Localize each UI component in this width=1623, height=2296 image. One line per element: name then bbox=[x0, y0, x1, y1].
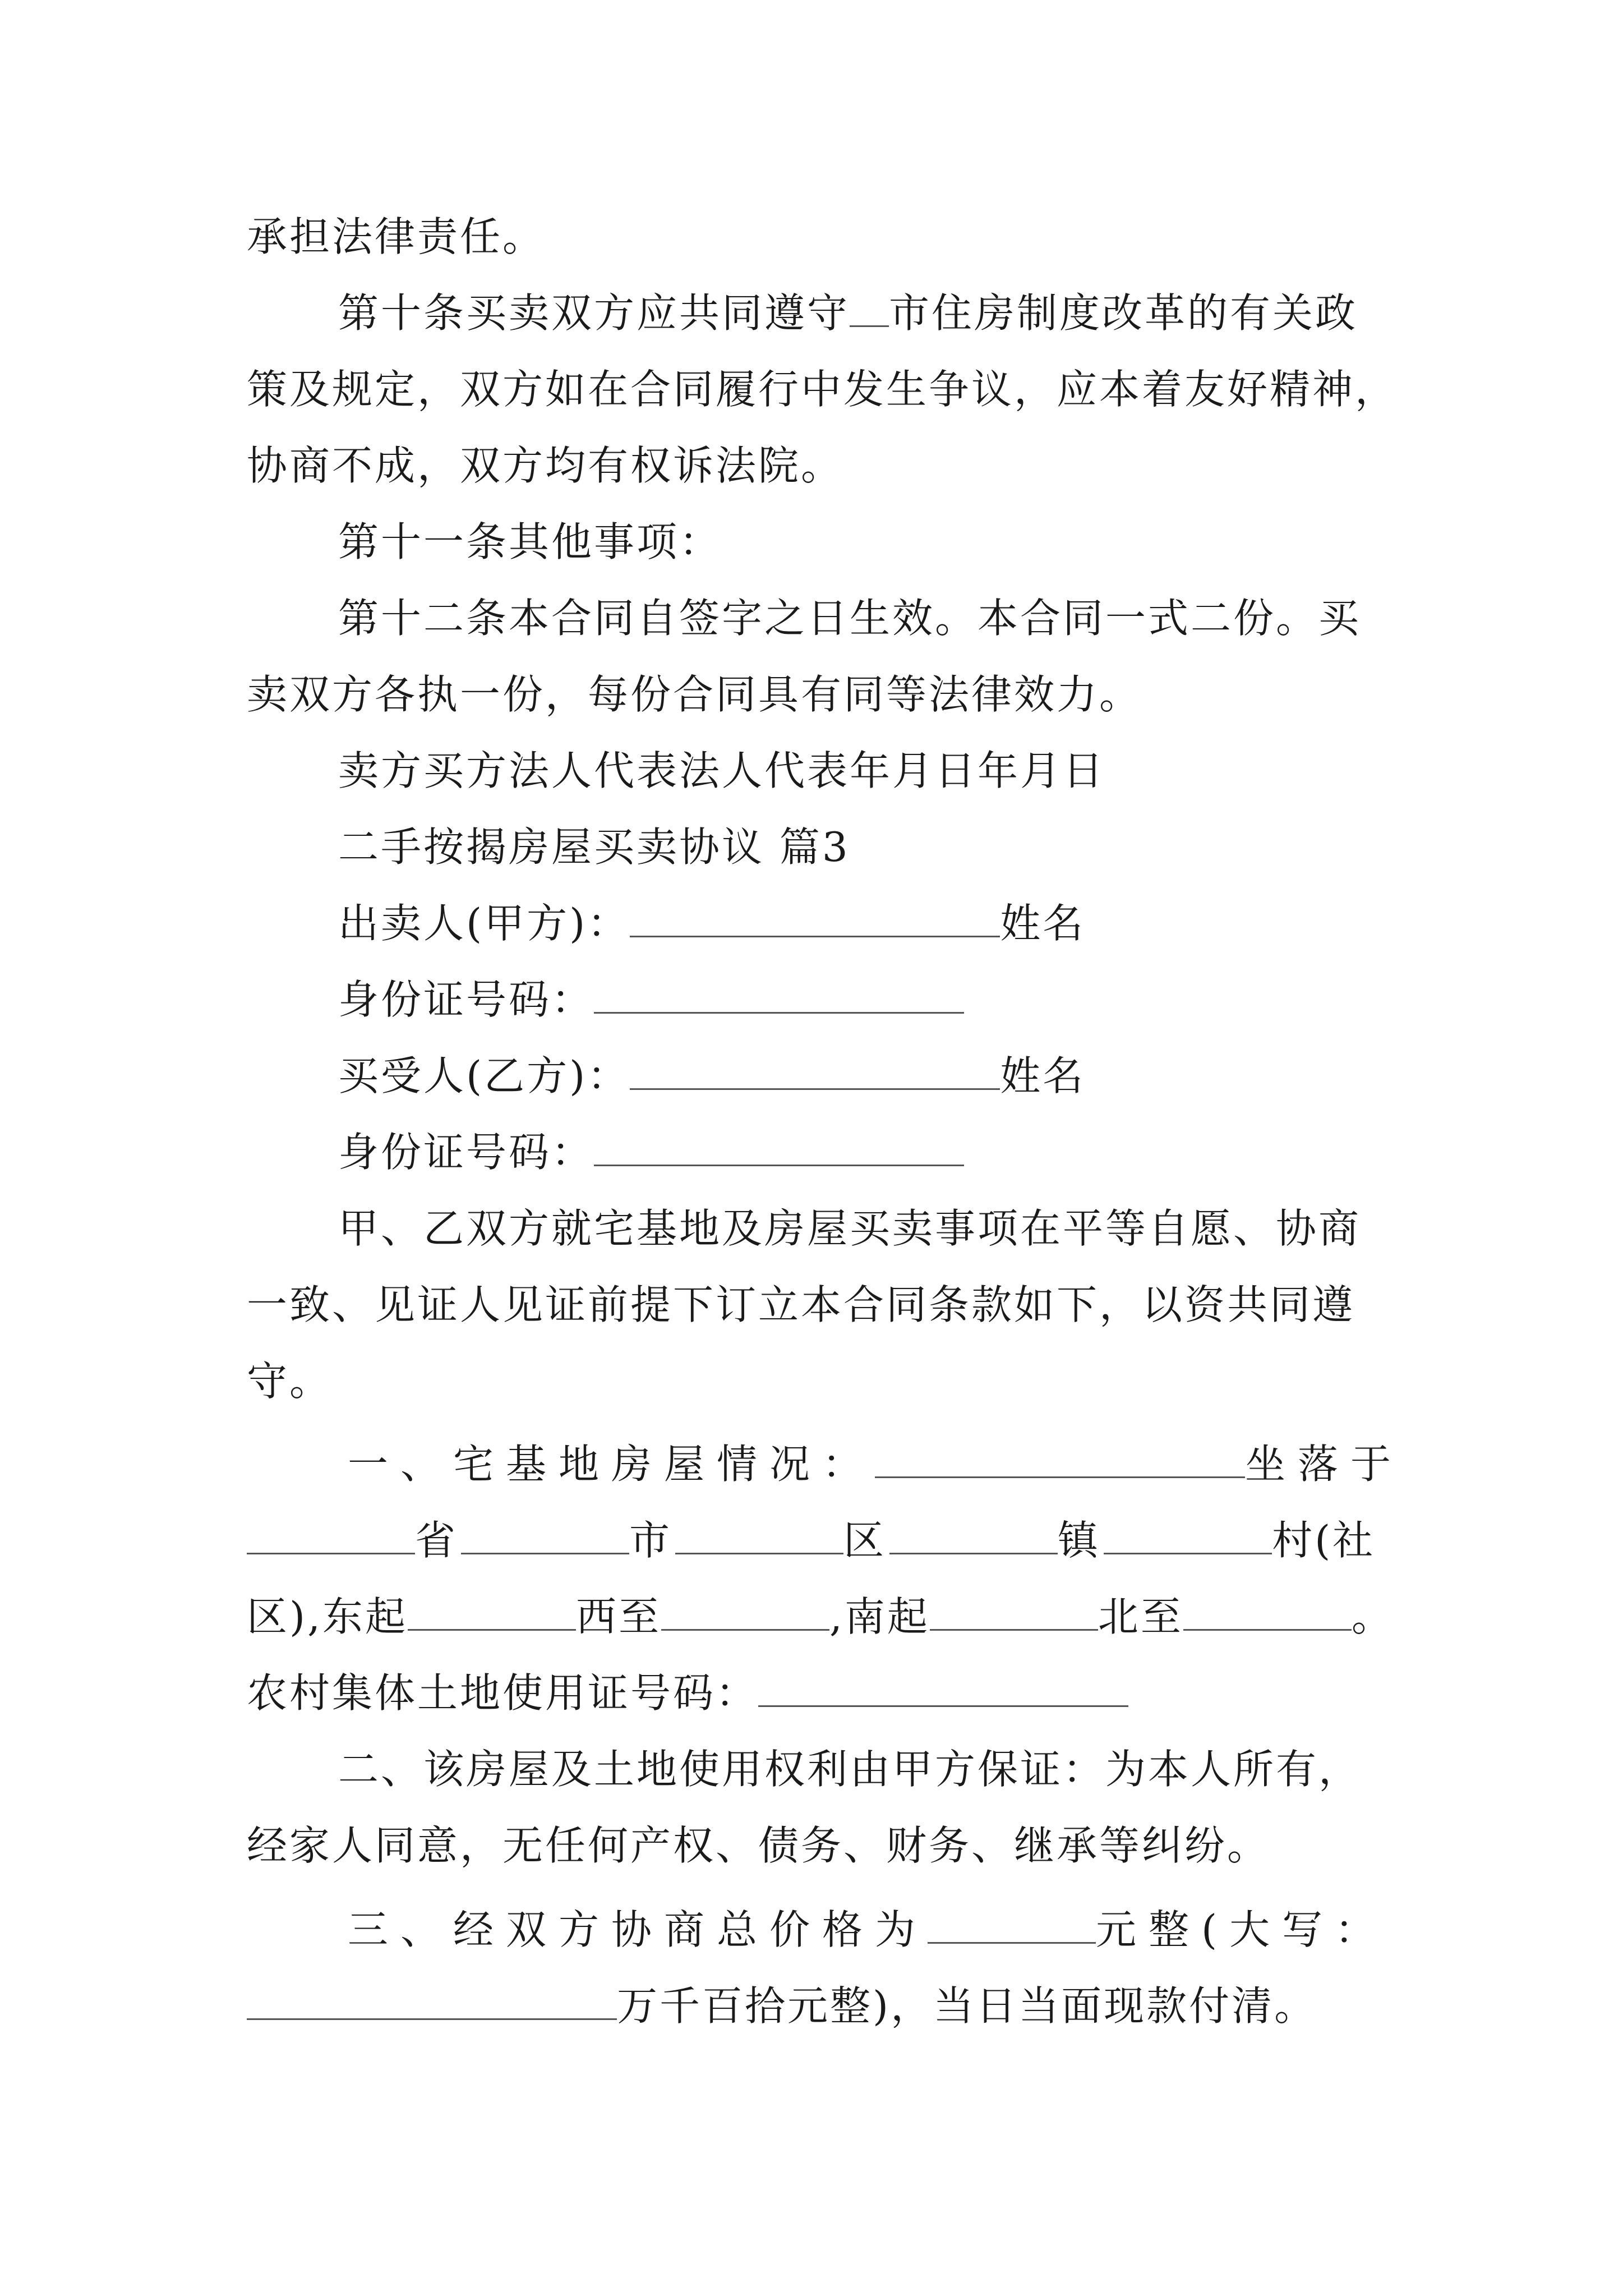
text: 卖方买方法人代表法人代表年月日年月日 bbox=[338, 747, 1106, 794]
text: 二、该房屋及土地使用权利由甲方保证：为本人所有， bbox=[338, 1746, 1362, 1793]
text: 北至 bbox=[1098, 1593, 1183, 1640]
blank-field bbox=[247, 1979, 617, 2020]
text: 第十二条本合同自签字之日生效。本合同一式二份。买 bbox=[338, 595, 1362, 642]
text: 区 bbox=[843, 1517, 887, 1564]
boundary-line bbox=[247, 1589, 1394, 1645]
text: 协商不成，双方均有权诉法院。 bbox=[247, 442, 844, 489]
blank-field bbox=[630, 896, 1000, 937]
text: 区),东起 bbox=[247, 1593, 408, 1640]
section-heading bbox=[338, 819, 850, 875]
text-line-4 bbox=[247, 438, 843, 494]
heading-text: 二手按揭房屋买卖协议 篇3 bbox=[338, 823, 850, 871]
blank-field bbox=[850, 286, 889, 327]
text: 甲、乙双方就宅基地及房屋买卖事项在平等自愿、协商 bbox=[338, 1205, 1362, 1252]
text-line-3 bbox=[247, 361, 1398, 417]
blank-field bbox=[675, 1513, 843, 1554]
label: 身份证号码： bbox=[338, 976, 594, 1023]
blank-field bbox=[461, 1513, 629, 1554]
blank-field bbox=[930, 1590, 1098, 1631]
blank-field bbox=[594, 1125, 964, 1166]
text: 三、经双方协商总价格为 bbox=[348, 1906, 928, 1953]
label: 姓名 bbox=[1000, 1052, 1086, 1099]
text: 一、宅基地房屋情况： bbox=[348, 1441, 875, 1488]
blank-field bbox=[875, 1437, 1245, 1478]
buyer-line bbox=[338, 1048, 1085, 1104]
label: 农村集体土地使用证号码： bbox=[247, 1669, 759, 1717]
text: 镇 bbox=[1058, 1517, 1101, 1564]
text: 村(社 bbox=[1272, 1517, 1376, 1564]
text-line-15 bbox=[247, 1277, 1355, 1333]
text: 第十条买卖双方应共同遵守 bbox=[338, 289, 850, 337]
land-cert-line bbox=[247, 1665, 1128, 1721]
text-line-16 bbox=[247, 1353, 332, 1409]
blank-field bbox=[408, 1590, 576, 1631]
text-line-22 bbox=[247, 1818, 1270, 1874]
text: 。 bbox=[1351, 1593, 1394, 1640]
text: 卖双方各执一份，每份合同具有同等法律效力。 bbox=[247, 671, 1142, 718]
clause-2 bbox=[338, 1741, 1361, 1797]
text: 市住房制度改革的有关政 bbox=[889, 289, 1358, 337]
text: 策及规定，双方如在合同履行中发生争议，应本着友好精神， bbox=[247, 366, 1398, 413]
label: 买受人(乙方)： bbox=[338, 1052, 630, 1099]
label: 姓名 bbox=[1000, 900, 1086, 947]
text: 第十一条其他事项： bbox=[338, 518, 722, 565]
blank-field bbox=[1183, 1590, 1352, 1631]
text: 万千百拾元整)，当日当面现款付清。 bbox=[617, 1982, 1317, 2030]
text: 一致、见证人见证前提下订立本合同条款如下，以资共同遵 bbox=[247, 1281, 1355, 1328]
blank-field bbox=[758, 1666, 1128, 1707]
buyer-id-line bbox=[338, 1124, 964, 1180]
address-line bbox=[247, 1512, 1375, 1568]
label: 身份证号码： bbox=[338, 1129, 594, 1176]
text: 元整(大写： bbox=[1096, 1906, 1388, 1953]
text: 市 bbox=[629, 1517, 672, 1564]
blank-field bbox=[661, 1590, 829, 1631]
article-12 bbox=[338, 590, 1361, 646]
blank-field bbox=[594, 973, 964, 1014]
article-10 bbox=[338, 285, 1358, 341]
signature-line bbox=[338, 743, 1105, 799]
clause-1 bbox=[348, 1436, 1403, 1492]
article-11 bbox=[338, 514, 722, 570]
text-line-7 bbox=[247, 666, 1142, 723]
blank-field bbox=[1104, 1513, 1272, 1554]
text: 西至 bbox=[575, 1593, 661, 1640]
blank-field bbox=[889, 1513, 1058, 1554]
text-line-14 bbox=[338, 1200, 1361, 1257]
blank-field bbox=[928, 1903, 1096, 1944]
text: 坐落于 bbox=[1245, 1441, 1404, 1488]
text: 守。 bbox=[247, 1358, 333, 1405]
blank-field bbox=[247, 1513, 415, 1554]
text-line-1 bbox=[247, 209, 545, 265]
seller-line bbox=[338, 895, 1085, 951]
text: 承担法律责任。 bbox=[247, 213, 546, 260]
blank-field bbox=[630, 1049, 1000, 1090]
text: ,南起 bbox=[829, 1593, 930, 1640]
clause-3 bbox=[348, 1902, 1387, 1958]
label: 出卖人(甲方)： bbox=[338, 900, 630, 947]
text: 经家人同意，无任何产权、债务、财务、继承等纠纷。 bbox=[247, 1822, 1270, 1869]
seller-id-line bbox=[338, 972, 964, 1028]
text: 省 bbox=[415, 1517, 458, 1564]
price-line bbox=[247, 1978, 1317, 2034]
